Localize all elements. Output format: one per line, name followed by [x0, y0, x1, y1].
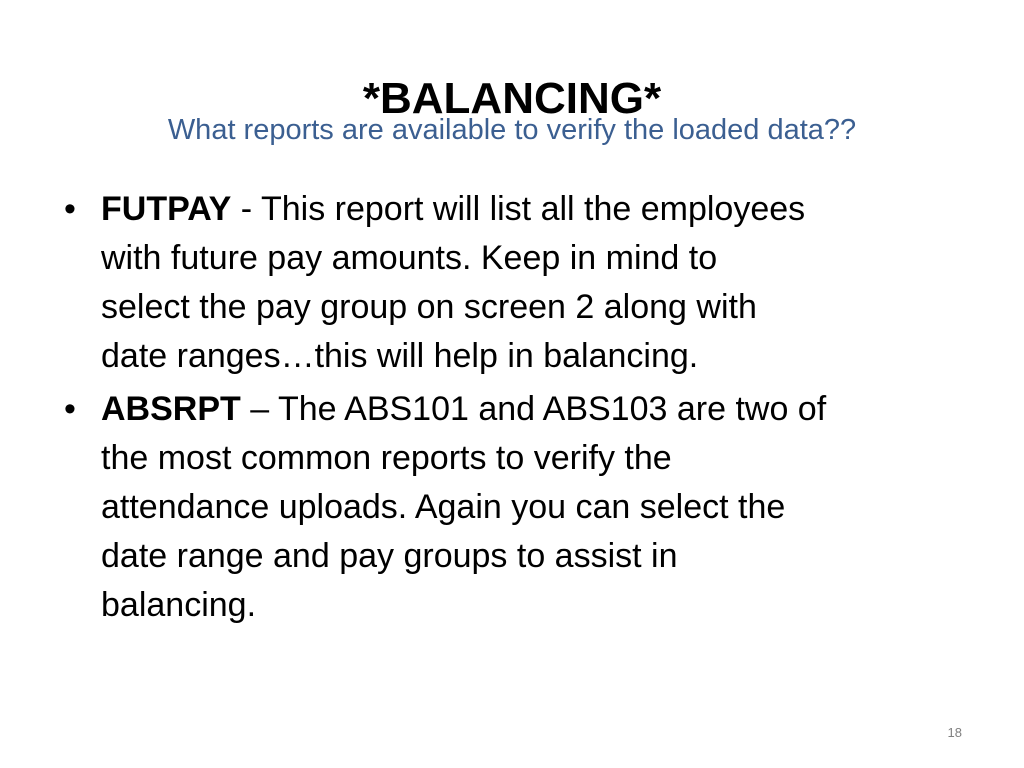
bullet-continuation-line: the most common reports to verify the [101, 439, 672, 477]
bullet-continuation-line: balancing. [101, 586, 257, 624]
bullet-continuation-line: with future pay amounts. Keep in mind to [101, 239, 718, 277]
slide-title: *BALANCING* [362, 74, 662, 124]
slide-page-number: 18 [947, 725, 962, 740]
bullet-continuation-line: date range and pay groups to assist in [101, 537, 678, 575]
bullet-continuation-line: attendance uploads. Again you can select the [101, 488, 786, 526]
bullet-dot-icon: • [64, 390, 76, 428]
bullet-item-absrpt [64, 385, 984, 630]
bullet-dot-icon: • [64, 190, 76, 228]
bullet-item-futpay [64, 185, 984, 381]
report-name-absrpt: ABSRPT [101, 390, 241, 428]
bullet-list [64, 185, 984, 634]
bullet-continuation-line: select the pay group on screen 2 along with [101, 288, 757, 326]
bullet-text: - This report will list all the employees [231, 190, 806, 228]
slide-subtitle: What reports are available to verify the loaded data?? [167, 114, 857, 146]
bullet-continuation-line: date ranges…this will help in balancing. [101, 337, 699, 375]
bullet-first-line [101, 385, 984, 434]
report-name-futpay: FUTPAY [101, 190, 232, 228]
bullet-first-line [101, 185, 984, 234]
bullet-text: – The ABS101 and ABS103 are two of [240, 390, 827, 428]
